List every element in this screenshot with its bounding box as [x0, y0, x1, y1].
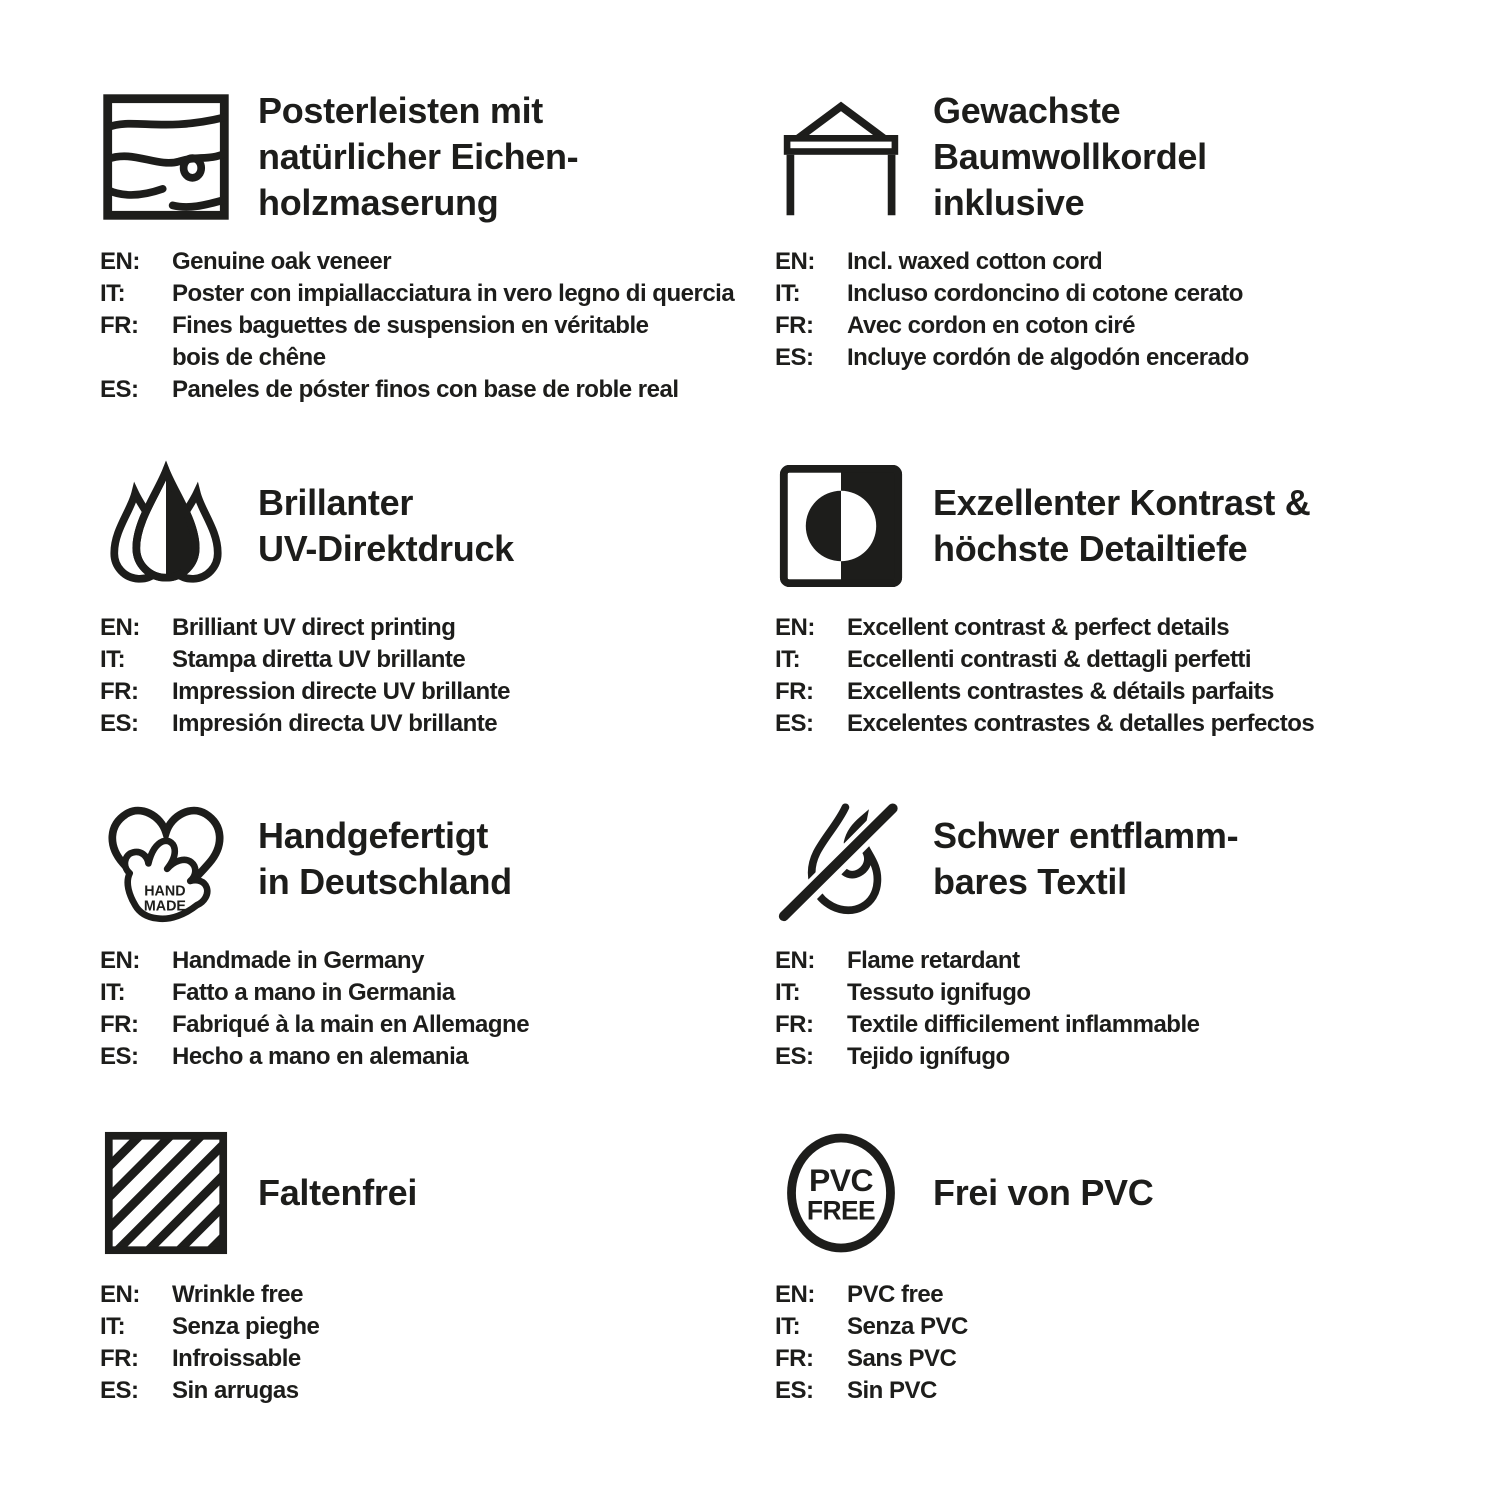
- translation-row: [100, 1343, 755, 1375]
- lang-label: EN:: [100, 248, 140, 275]
- translation-line: Tejido ignífugo: [847, 1043, 1010, 1070]
- translation-row: [775, 278, 1420, 310]
- lang-label: FR:: [775, 678, 814, 705]
- title-line: Gewachste: [933, 90, 1121, 131]
- feature-uv-print: [100, 460, 755, 793]
- title-line: Schwer entflamm-: [933, 815, 1239, 856]
- translation-text: [172, 310, 755, 374]
- translation-line: Tessuto ignifugo: [847, 979, 1031, 1006]
- translations-list: [100, 1279, 755, 1407]
- feature-header: [100, 460, 755, 592]
- lang-label: FR:: [100, 312, 139, 339]
- feature-handmade: [100, 793, 755, 1127]
- translation-text: [172, 374, 755, 406]
- translation-row: [100, 1375, 755, 1407]
- feature-oak-veneer: [100, 88, 755, 460]
- translation-line: Incl. waxed cotton cord: [847, 248, 1103, 275]
- translations-list: [775, 945, 1420, 1073]
- translation-line: Genuine oak veneer: [172, 248, 392, 275]
- translation-row: [775, 676, 1420, 708]
- translation-line: Textile difficilement inflammable: [847, 1011, 1200, 1038]
- translation-text: [847, 342, 1420, 374]
- translation-row: [100, 1311, 755, 1343]
- lang-label: ES:: [100, 376, 139, 403]
- translation-row: [775, 945, 1420, 977]
- title-line: Frei von PVC: [933, 1172, 1154, 1213]
- feature-header: [775, 793, 1420, 925]
- translation-line: Eccellenti contrasti & dettagli perfetti: [847, 646, 1252, 673]
- translation-text: [847, 1009, 1420, 1041]
- translation-line: Fatto a mano in Germania: [172, 979, 455, 1006]
- features-grid: [100, 88, 1420, 1487]
- title-line: holzmaserung: [258, 182, 499, 223]
- feature-title: [933, 1170, 1153, 1216]
- handmade-label-line: HAND: [144, 883, 186, 900]
- lang-label: EN:: [775, 248, 815, 275]
- pvc-label-line: FREE: [806, 1195, 876, 1226]
- translation-text: [847, 977, 1420, 1009]
- poster-hanger-icon: [775, 91, 907, 223]
- translation-row: [775, 708, 1420, 740]
- translation-text: [847, 612, 1420, 644]
- translation-row: [100, 676, 755, 708]
- translation-line: Excellents contrastes & détails parfaits: [847, 678, 1274, 705]
- translation-text: [847, 708, 1420, 740]
- translation-text: [172, 1041, 755, 1073]
- translation-text: [172, 278, 755, 310]
- translation-text: [847, 246, 1420, 278]
- translation-line: Excelentes contrastes & detalles perfectos: [847, 710, 1315, 737]
- translations-list: [100, 612, 755, 740]
- lang-label: FR:: [100, 678, 139, 705]
- translation-row: [775, 1343, 1420, 1375]
- translation-line: Incluye cordón de algodón encerado: [847, 344, 1249, 371]
- translation-text: [847, 1311, 1420, 1343]
- translation-row: [100, 1041, 755, 1073]
- title-line: bares Textil: [933, 861, 1127, 902]
- feature-title: [258, 480, 514, 572]
- lang-label: ES:: [775, 710, 814, 737]
- title-line: Exzellenter Kontrast &: [933, 482, 1311, 523]
- lang-label: ES:: [100, 710, 139, 737]
- feature-cotton-cord: [775, 88, 1420, 460]
- lang-label: FR:: [100, 1011, 139, 1038]
- feature-header: [100, 793, 755, 925]
- title-line: Brillanter: [258, 482, 414, 523]
- lang-label: IT:: [775, 979, 801, 1006]
- translation-text: [172, 708, 755, 740]
- handmade-label-line: MADE: [143, 898, 186, 915]
- translation-text: [172, 644, 755, 676]
- translation-line: Wrinkle free: [172, 1281, 303, 1308]
- diagonal-stripes-icon: [100, 1127, 232, 1259]
- translation-row: [775, 1311, 1420, 1343]
- translation-text: [172, 1279, 755, 1311]
- wood-grain-icon: [100, 91, 232, 223]
- feature-title: [933, 813, 1238, 905]
- title-line: Baumwollkordel: [933, 136, 1207, 177]
- translation-line: bois de chêne: [172, 344, 326, 371]
- lang-label: ES:: [100, 1377, 139, 1404]
- translation-line: Paneles de póster finos con base de roble real: [172, 376, 679, 403]
- translation-text: [172, 1375, 755, 1407]
- title-line: Faltenfrei: [258, 1172, 418, 1213]
- lang-label: IT:: [775, 1313, 801, 1340]
- translation-line: Senza PVC: [847, 1313, 968, 1340]
- lang-label: IT:: [100, 979, 126, 1006]
- feature-title: [258, 1170, 417, 1216]
- feature-header: [775, 460, 1420, 592]
- lang-label: EN:: [100, 1281, 140, 1308]
- translations-list: [775, 246, 1420, 374]
- title-line: höchste Detailtiefe: [933, 528, 1248, 569]
- translations-list: [100, 246, 755, 406]
- translation-line: Avec cordon en coton ciré: [847, 312, 1136, 339]
- translation-row: [775, 1375, 1420, 1407]
- translation-line: Handmade in Germany: [172, 947, 424, 974]
- translation-text: [172, 977, 755, 1009]
- translation-row: [100, 374, 755, 406]
- lang-label: FR:: [775, 1345, 814, 1372]
- title-line: in Deutschland: [258, 861, 512, 902]
- lang-label: IT:: [100, 646, 126, 673]
- translations-list: [775, 1279, 1420, 1407]
- translation-row: [100, 278, 755, 310]
- translation-line: Flame retardant: [847, 947, 1020, 974]
- lang-label: ES:: [775, 344, 814, 371]
- translation-line: Impresión directa UV brillante: [172, 710, 498, 737]
- translation-text: [172, 1009, 755, 1041]
- lang-label: IT:: [100, 280, 126, 307]
- lang-label: IT:: [100, 1313, 126, 1340]
- no-flame-icon: [775, 793, 907, 925]
- translation-line: Sin arrugas: [172, 1377, 299, 1404]
- lang-label: FR:: [775, 1011, 814, 1038]
- translation-line: Stampa diretta UV brillante: [172, 646, 466, 673]
- lang-label: EN:: [775, 947, 815, 974]
- translation-text: [847, 1279, 1420, 1311]
- translation-row: [775, 1041, 1420, 1073]
- feature-pvc-free: [775, 1127, 1420, 1487]
- translation-line: Impression directe UV brillante: [172, 678, 510, 705]
- translation-text: [847, 1041, 1420, 1073]
- translation-text: [847, 644, 1420, 676]
- lang-label: IT:: [775, 280, 801, 307]
- translation-row: [100, 708, 755, 740]
- pvc-label-line: PVC: [809, 1161, 873, 1198]
- lang-label: ES:: [775, 1043, 814, 1070]
- translation-row: [100, 246, 755, 278]
- lang-label: EN:: [775, 614, 815, 641]
- feature-header: [100, 88, 755, 226]
- feature-header: [100, 1127, 755, 1259]
- feature-header: [775, 1127, 1420, 1259]
- lang-label: ES:: [100, 1043, 139, 1070]
- translation-row: [775, 612, 1420, 644]
- translation-row: [775, 310, 1420, 342]
- lang-label: EN:: [100, 947, 140, 974]
- translation-text: [847, 310, 1420, 342]
- translation-line: Incluso cordoncino di cotone cerato: [847, 280, 1243, 307]
- translation-row: [775, 977, 1420, 1009]
- lang-label: ES:: [775, 1377, 814, 1404]
- handmade-heart-icon: [100, 793, 232, 925]
- feature-title: [258, 88, 578, 226]
- translation-line: PVC free: [847, 1281, 944, 1308]
- translation-text: [847, 278, 1420, 310]
- translation-row: [100, 612, 755, 644]
- translations-list: [775, 612, 1420, 740]
- title-line: natürlicher Eichen-: [258, 136, 579, 177]
- feature-contrast: [775, 460, 1420, 793]
- translation-row: [775, 1009, 1420, 1041]
- translation-text: [847, 945, 1420, 977]
- title-line: Handgefertigt: [258, 815, 489, 856]
- feature-title: [258, 813, 512, 905]
- feature-title: [933, 480, 1311, 572]
- translation-row: [100, 1279, 755, 1311]
- translation-text: [847, 676, 1420, 708]
- lang-label: FR:: [100, 1345, 139, 1372]
- translation-row: [775, 644, 1420, 676]
- translation-text: [172, 676, 755, 708]
- translation-text: [847, 1375, 1420, 1407]
- translation-row: [775, 342, 1420, 374]
- translation-line: Sans PVC: [847, 1345, 957, 1372]
- translation-row: [100, 1009, 755, 1041]
- translation-row: [775, 1279, 1420, 1311]
- translation-row: [775, 246, 1420, 278]
- translation-line: Hecho a mano en alemania: [172, 1043, 469, 1070]
- translation-line: Sin PVC: [847, 1377, 937, 1404]
- translation-line: Fabriqué à la main en Allemagne: [172, 1011, 530, 1038]
- translation-row: [100, 945, 755, 977]
- lang-label: EN:: [100, 614, 140, 641]
- translation-line: Brilliant UV direct printing: [172, 614, 456, 641]
- ink-drops-icon: [100, 460, 232, 592]
- translation-text: [172, 246, 755, 278]
- translation-row: [100, 977, 755, 1009]
- translation-line: Fines baguettes de suspension en véritable: [172, 312, 649, 339]
- translation-line: Poster con impiallacciatura in vero legno di quercia: [172, 280, 735, 307]
- lang-label: EN:: [775, 1281, 815, 1308]
- title-line: inklusive: [933, 182, 1085, 223]
- feature-flame-retardant: [775, 793, 1420, 1127]
- feature-title: [933, 88, 1207, 226]
- translation-text: [172, 1343, 755, 1375]
- translation-text: [172, 945, 755, 977]
- translation-text: [847, 1343, 1420, 1375]
- feature-wrinkle-free: [100, 1127, 755, 1487]
- translation-row: [100, 644, 755, 676]
- translation-text: [172, 1311, 755, 1343]
- feature-header: [775, 88, 1420, 226]
- contrast-icon: [775, 460, 907, 592]
- title-line: UV-Direktdruck: [258, 528, 514, 569]
- translation-line: Excellent contrast & perfect details: [847, 614, 1230, 641]
- lang-label: IT:: [775, 646, 801, 673]
- translation-line: Infroissable: [172, 1345, 301, 1372]
- pvc-free-icon: [775, 1127, 907, 1259]
- translations-list: [100, 945, 755, 1073]
- translation-text: [172, 612, 755, 644]
- title-line: Posterleisten mit: [258, 90, 543, 131]
- lang-label: FR:: [775, 312, 814, 339]
- translation-row: [100, 310, 755, 374]
- translation-line: Senza pieghe: [172, 1313, 320, 1340]
